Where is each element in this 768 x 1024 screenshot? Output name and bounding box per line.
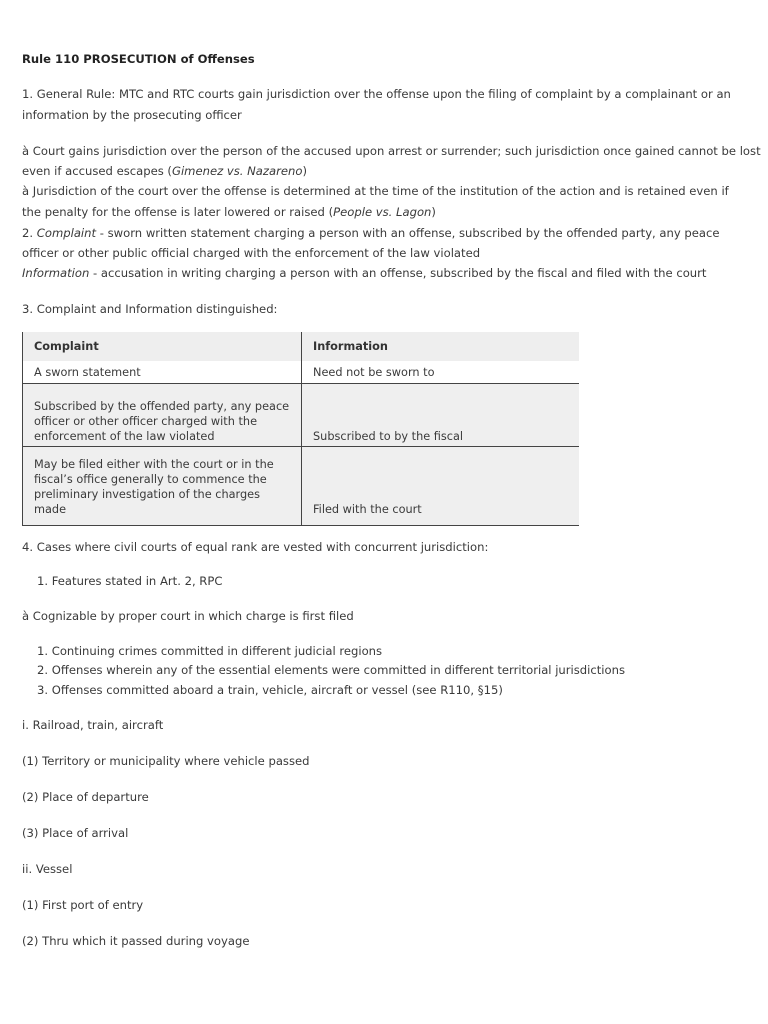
jurisdiction-offense-line-2: the penalty for the offense is later lowered or raised (People vs. Lagon) — [22, 205, 436, 219]
section-concurrent-jurisdiction: 4. Cases where civil courts of equal rank are vested with concurrent jurisdiction: — [22, 540, 489, 554]
list-item: 3. Offenses committed aboard a train, vehicle, aircraft or vessel (see R110, §15) — [37, 683, 503, 697]
table-cell: Need not be sworn to — [302, 361, 580, 384]
case-citation: Gimenez vs. Nazareno — [171, 164, 303, 178]
comparison-table — [22, 332, 579, 526]
table-cell: A sworn statement — [23, 361, 302, 384]
jurisdiction-offense-line-1: à Jurisdiction of the court over the offense is determined at the time of the institution of the action and is retained even if — [22, 184, 729, 198]
sub-item: (3) Place of arrival — [22, 826, 129, 840]
general-rule-line-1: 1. General Rule: MTC and RTC courts gain jurisdiction over the offense upon the filing of complaint by a complainant or an — [22, 87, 731, 101]
jurisdiction-person-line-1: à Court gains jurisdiction over the person of the accused upon arrest or surrender; such jurisdiction once gained cannot be lost — [22, 144, 761, 158]
term-information: Information — [22, 266, 90, 280]
section-distinguished: 3. Complaint and Information distinguished: — [22, 302, 278, 316]
sub-item: (2) Thru which it passed during voyage — [22, 934, 250, 948]
table-row — [23, 447, 580, 526]
cognizable-note: à Cognizable by proper court in which charge is first filed — [22, 609, 354, 623]
table-header-complaint: Complaint — [23, 332, 302, 361]
table-cell: Subscribed to by the fiscal — [302, 384, 580, 447]
complaint-definition-line-2: officer or other public official charged with the enforcement of the law violated — [22, 246, 481, 260]
table-header-row — [23, 332, 580, 361]
table-cell: Subscribed by the offended party, any peace officer or other officer charged with the enforcement of the law violated — [23, 384, 302, 447]
sub-item: (1) First port of entry — [22, 898, 144, 912]
table-header-information: Information — [302, 332, 580, 361]
sub-item-railroad: i. Railroad, train, aircraft — [22, 718, 164, 732]
case-citation: People vs. Lagon — [333, 205, 432, 219]
jurisdiction-person-line-2: even if accused escapes (Gimenez vs. Nazareno) — [22, 164, 307, 178]
document-title: Rule 110 PROSECUTION of Offenses — [22, 52, 255, 66]
complaint-definition-line-1: 2. Complaint - sworn written statement charging a person with an offense, subscribed by the offended party, any peace — [22, 226, 720, 240]
list-item: 2. Offenses wherein any of the essential elements were committed in different territorial jurisdictions — [37, 663, 626, 677]
information-definition: Information - accusation in writing charging a person with an offense, subscribed by the fiscal and filed with the court — [22, 266, 707, 280]
table-row — [23, 361, 580, 384]
table-cell: May be filed either with the court or in the fiscal’s office generally to commence the preliminary investigation of the charges made — [23, 447, 302, 526]
table-row — [23, 384, 580, 447]
list-item: 1. Continuing crimes committed in different judicial regions — [37, 644, 383, 658]
sub-item: (1) Territory or municipality where vehicle passed — [22, 754, 310, 768]
sub-item-vessel: ii. Vessel — [22, 862, 73, 876]
features-item: 1. Features stated in Art. 2, RPC — [37, 574, 223, 588]
sub-item: (2) Place of departure — [22, 790, 149, 804]
table-cell: Filed with the court — [302, 447, 580, 526]
general-rule-line-2: information by the prosecuting officer — [22, 108, 242, 122]
term-complaint: Complaint — [36, 226, 97, 240]
